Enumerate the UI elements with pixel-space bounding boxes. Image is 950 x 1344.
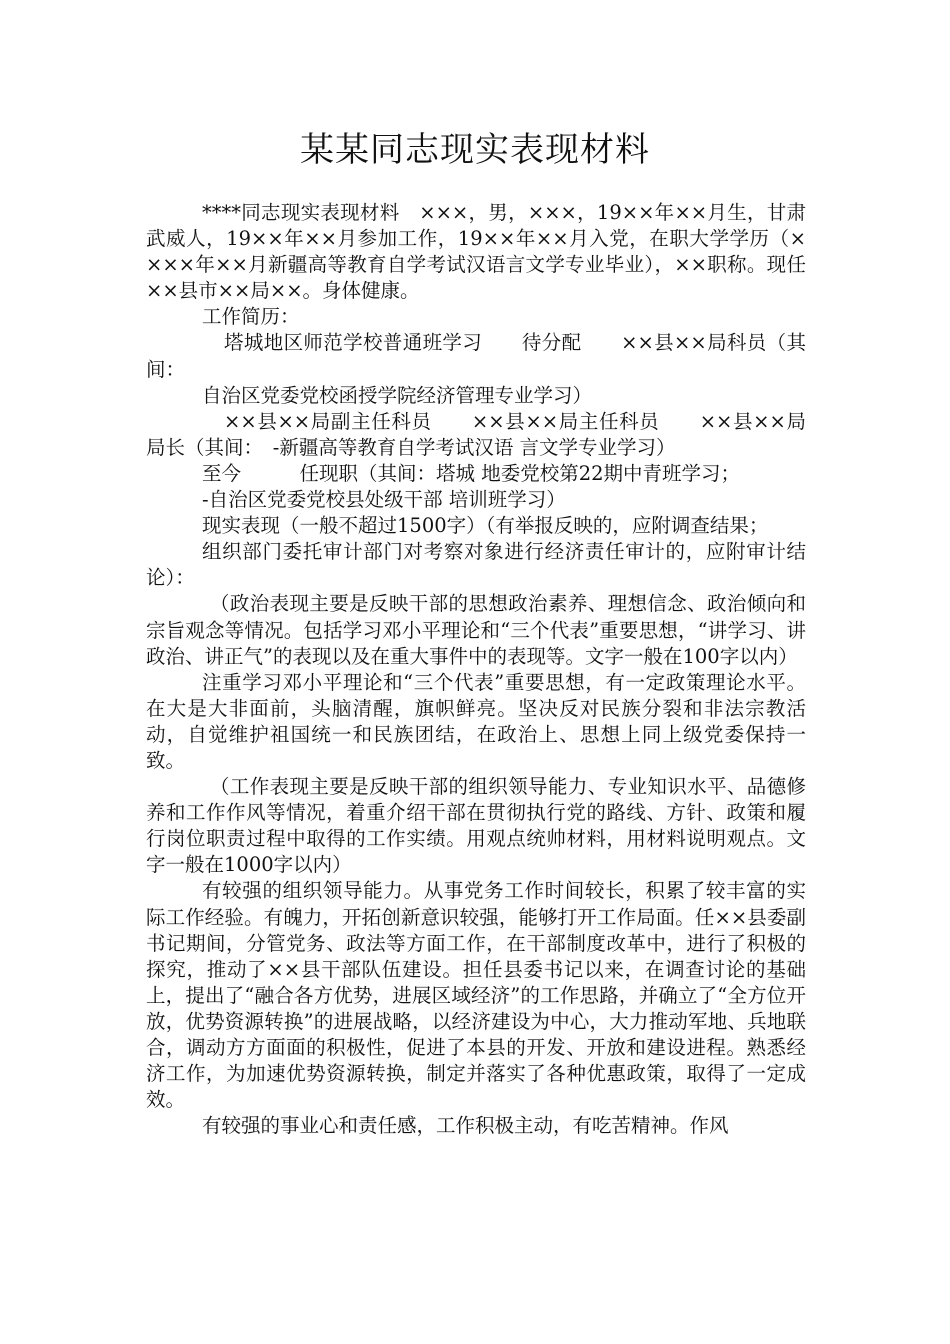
paragraph-work-note: （工作表现主要是反映干部的组织领导能力、专业知识水平、品德修养和工作作风等情况，着重介绍干部在贯彻执行党的路线、方针、政策和履行岗位职责过程中取得的工作实绩。用观点统帅材料，用材料说明观点。文字一般在1000字以内）	[146, 775, 806, 877]
paragraph-work-history-1: 塔城地区师范学校普通班学习 待分配 ××县××局科员（其间：	[146, 331, 806, 381]
paragraph-political-note: （政治表现主要是反映干部的思想政治素养、理想信念、政治倾向和宗旨观念等情况。包括学习邓小平理论和“三个代表”重要思想，“讲学习、讲政治、讲正气”的表现以及在重大事件中的表现等。文字一般在100字以内）	[146, 592, 806, 668]
paragraph-dedication: 有较强的事业心和责任感，工作积极主动，有吃苦精神。作风	[202, 1114, 729, 1138]
paragraph-work-history-4: 至今 任现职（其间：塔城 地委党校第22期中青班学习；	[202, 461, 741, 485]
paragraph-audit-note: 组织部门委托审计部门对考察对象进行经济责任审计的，应附审计结论）：	[146, 540, 806, 590]
paragraph-performance-heading: 现实表现（一般不超过1500字）（有举报反映的，应附调查结果；	[202, 514, 769, 538]
paragraph-work-history-heading: 工作简历：	[202, 305, 300, 329]
paragraph-political-performance: 注重学习邓小平理论和“三个代表”重要思想，有一定政策理论水平。在大是大非面前，头脑清醒，旗帜鲜亮。坚决反对民族分裂和非法宗教活动，自觉维护祖国统一和民族团结，在政治上、思想上同上级党委保持一致。	[146, 670, 806, 772]
paragraph-leadership: 有较强的组织领导能力。从事党务工作时间较长，积累了较丰富的实际工作经验。有魄力，开拓创新意识较强，能够打开工作局面。任××县委副书记期间，分管党务、政法等方面工作，在干部制度改革中，进行了积极的探究，推动了××县干部队伍建设。担任县委书记以来，在调查讨论的基础上，提出了“融合各方优势，进展区域经济”的工作思路，并确立了“全方位开放，优势资源转换”的进展战略，以经济建设为中心，大力推动军地、兵地联合，调动方方面面的积极性，促进了本县的开发、开放和建设进程。熟悉经济工作，为加速优势资源转换，制定并落实了各种优惠政策，取得了一定成效。	[146, 879, 806, 1112]
paragraph-work-history-5: -自治区党委党校县处级干部 培训班学习）	[202, 488, 566, 512]
paragraph-intro: ****同志现实表现材料 ×××，男，×××，19××年××月生，甘肃武威人，19××年××月参加工作，19××年××月入党，在职大学学历（××××年××月新疆高等教育自学考试汉语言文学专业毕业），××职称。现任××县市××局××。身体健康。	[146, 201, 806, 303]
document-title: 某某同志现实表现材料	[300, 130, 650, 170]
paragraph-work-history-2: 自治区党委党校函授学院经济管理专业学习）	[202, 383, 593, 407]
document-body	[146, 200, 806, 1139]
paragraph-work-history-3: ××县××局副主任科员 ××县××局主任科员 ××县××局局长（其间： -新疆高等教育自学考试汉语 言文学专业学习）	[146, 409, 806, 459]
